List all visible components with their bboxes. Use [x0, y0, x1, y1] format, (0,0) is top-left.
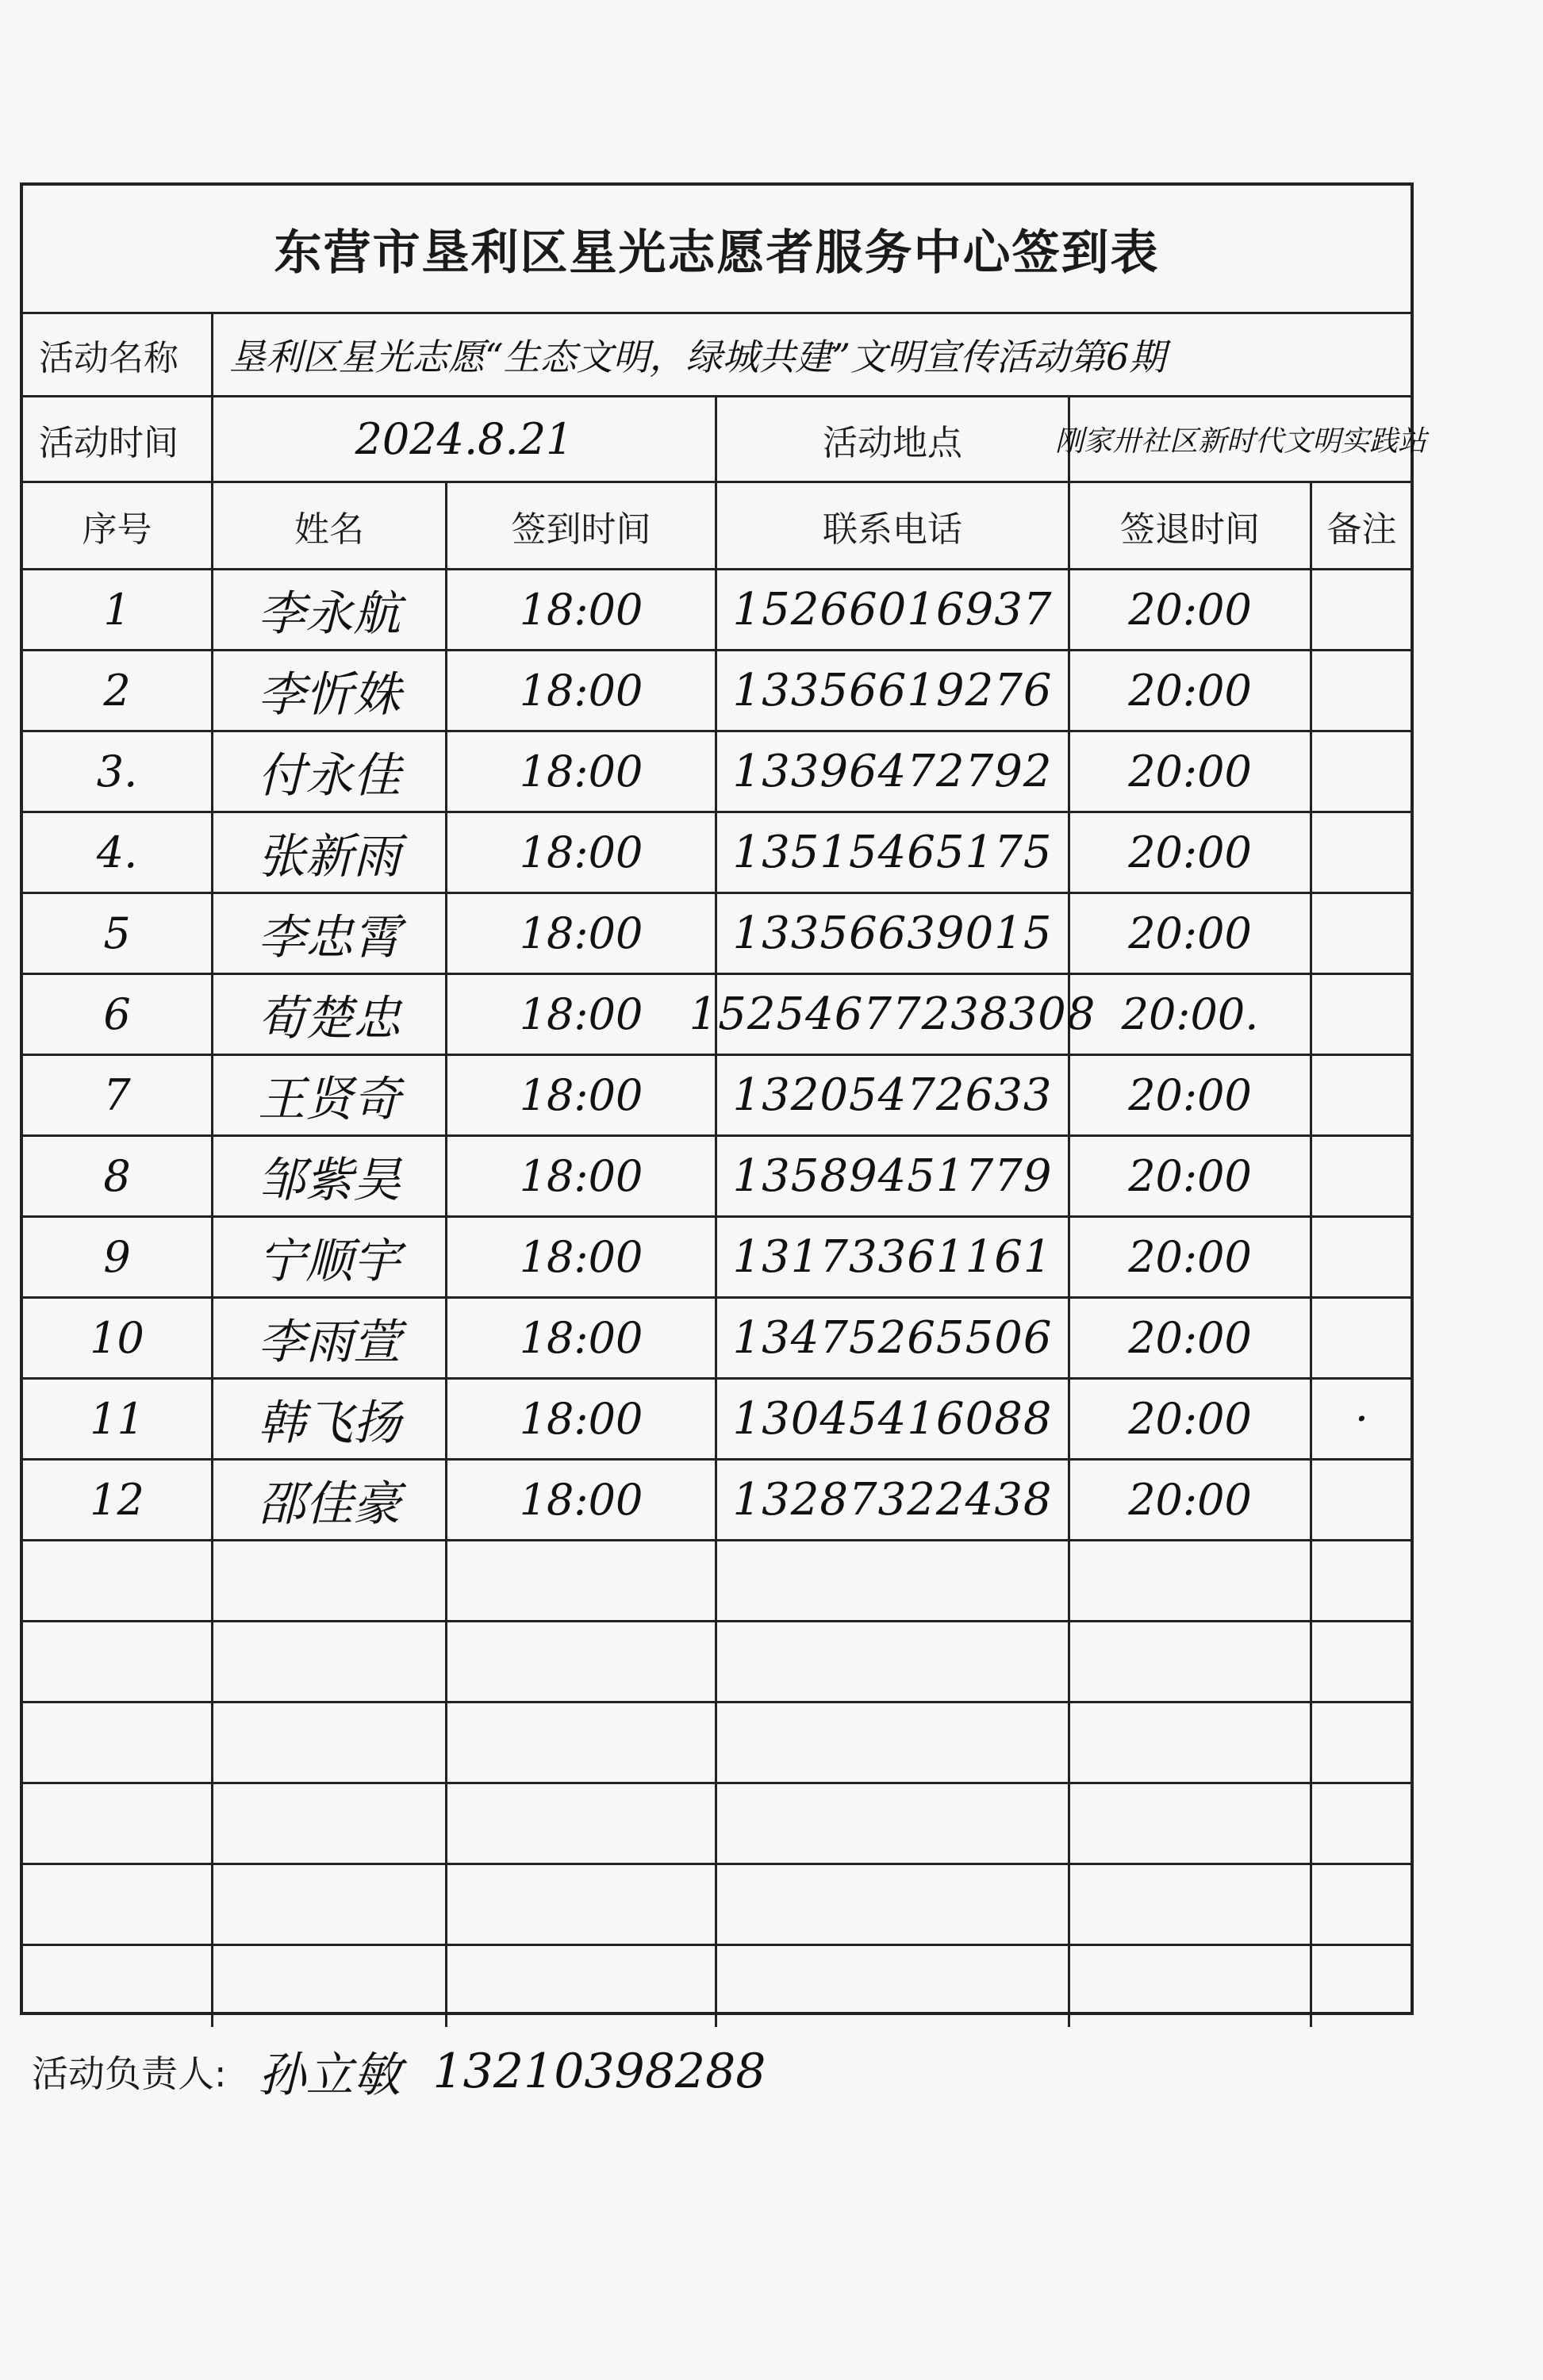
- table-row: [23, 570, 1411, 651]
- cell-name: 张新雨: [213, 813, 447, 892]
- cell-phone: 13287322438: [717, 1461, 1070, 1539]
- header-name: 姓名: [213, 483, 447, 568]
- table-header: [23, 483, 1411, 570]
- cell-phone: [717, 1784, 1070, 1863]
- activity-time-value: 2024.8.21: [213, 397, 717, 481]
- cell-in: 18:00: [447, 1299, 717, 1377]
- cell-no: 4.: [23, 813, 213, 892]
- cell-out: 20:00: [1070, 732, 1312, 811]
- cell-note: [1312, 1784, 1411, 1863]
- table-row: [23, 1218, 1411, 1299]
- cell-name: 荀楚忠: [213, 975, 447, 1054]
- cell-phone: [717, 1946, 1070, 2027]
- cell-no: 11: [23, 1380, 213, 1458]
- header-checkout: 签退时间: [1070, 483, 1312, 568]
- cell-no: 7: [23, 1056, 213, 1134]
- cell-no: 3.: [23, 732, 213, 811]
- cell-no: [23, 1865, 213, 1944]
- cell-no: [23, 1541, 213, 1620]
- cell-in: 18:00: [447, 651, 717, 730]
- activity-time-label: 活动时间: [23, 397, 213, 481]
- cell-out: 20:00.: [1070, 975, 1312, 1054]
- cell-name: 付永佳: [213, 732, 447, 811]
- activity-time-row: [23, 397, 1427, 483]
- cell-name: [213, 1946, 447, 2027]
- cell-in: 18:00: [447, 732, 717, 811]
- cell-name: 王贤奇: [213, 1056, 447, 1134]
- cell-in: 18:00: [447, 570, 717, 649]
- cell-note: [1312, 1299, 1411, 1377]
- cell-phone: [717, 1541, 1070, 1620]
- table-row: [23, 732, 1411, 813]
- cell-name: [213, 1703, 447, 1782]
- table-row: [23, 975, 1411, 1056]
- cell-out: 20:00: [1070, 894, 1312, 973]
- cell-no: [23, 1703, 213, 1782]
- cell-out: 20:00: [1070, 813, 1312, 892]
- cell-phone: [717, 1865, 1070, 1944]
- cell-note: [1312, 1622, 1411, 1701]
- cell-name: [213, 1541, 447, 1620]
- cell-out: 20:00: [1070, 1218, 1312, 1296]
- cell-note: [1312, 1461, 1411, 1539]
- cell-phone: 13515465175: [717, 813, 1070, 892]
- cell-in: [447, 1622, 717, 1701]
- cell-name: 宁顺宇: [213, 1218, 447, 1296]
- header-note: 备注: [1326, 509, 1397, 550]
- cell-out: 20:00: [1070, 1299, 1312, 1377]
- cell-out: [1070, 1703, 1312, 1782]
- cell-note: [1312, 732, 1411, 811]
- table-row: [23, 1056, 1411, 1137]
- cell-no: 12: [23, 1461, 213, 1539]
- table-row: [23, 1461, 1411, 1541]
- table-row: [23, 651, 1411, 732]
- cell-out: [1070, 1784, 1312, 1863]
- cell-phone: 13356619276: [717, 651, 1070, 730]
- cell-no: [23, 1622, 213, 1701]
- cell-no: 2: [23, 651, 213, 730]
- cell-in: 18:00: [447, 1380, 717, 1458]
- cell-in: 18:00: [447, 975, 717, 1054]
- cell-name: [213, 1865, 447, 1944]
- cell-no: 8: [23, 1137, 213, 1215]
- table-row: [23, 1137, 1411, 1218]
- sign-in-sheet: [20, 182, 1427, 2015]
- cell-in: 18:00: [447, 1137, 717, 1215]
- cell-out: 20:00: [1070, 570, 1312, 649]
- cell-note: [1312, 894, 1411, 973]
- cell-phone: 13475265506: [717, 1299, 1070, 1377]
- table-row-empty: [23, 1622, 1411, 1703]
- activity-name-value: 垦利区星光志愿“生态文明，绿城共建”文明宣传活动第6期: [229, 336, 1166, 378]
- cell-out: 20:00: [1070, 1137, 1312, 1215]
- cell-in: [447, 1703, 717, 1782]
- cell-phone: [717, 1703, 1070, 1782]
- cell-no: 10: [23, 1299, 213, 1377]
- cell-out: 20:00: [1070, 1461, 1312, 1539]
- footer: [32, 2037, 766, 2106]
- cell-name: 李忠霄: [213, 894, 447, 973]
- activity-place-value: 刚家卅社区新时代文明实践站: [1055, 425, 1427, 458]
- cell-in: 18:00: [447, 894, 717, 973]
- cell-phone: [717, 1622, 1070, 1701]
- table-row: [23, 1299, 1411, 1380]
- cell-out: 20:00: [1070, 651, 1312, 730]
- footer-label: 活动负责人:: [32, 2052, 227, 2095]
- footer-name: 孙立敏: [258, 2048, 401, 2103]
- cell-note: [1312, 570, 1411, 649]
- cell-phone: 15254677238308: [717, 975, 1070, 1054]
- activity-name-label: 活动名称: [23, 314, 213, 395]
- cell-no: 1: [23, 570, 213, 649]
- table-row: [23, 813, 1411, 894]
- cell-out: [1070, 1946, 1312, 2027]
- cell-name: 邵佳豪: [213, 1461, 447, 1539]
- cell-in: 18:00: [447, 1461, 717, 1539]
- cell-name: 李忻姝: [213, 651, 447, 730]
- cell-note: [1312, 1056, 1411, 1134]
- cell-out: 20:00: [1070, 1056, 1312, 1134]
- table-row-empty: [23, 1541, 1411, 1622]
- header-phone: 联系电话: [717, 483, 1070, 568]
- cell-phone: 13205472633: [717, 1056, 1070, 1134]
- cell-phone: 15266016937: [717, 570, 1070, 649]
- header-no: 序号: [23, 483, 213, 568]
- cell-phone: 13045416088: [717, 1380, 1070, 1458]
- cell-phone: 13396472792: [717, 732, 1070, 811]
- cell-name: [213, 1784, 447, 1863]
- cell-out: [1070, 1865, 1312, 1944]
- activity-name-row: [23, 314, 1411, 397]
- cell-name: 韩飞扬: [213, 1380, 447, 1458]
- cell-out: [1070, 1622, 1312, 1701]
- table-row: [23, 894, 1411, 975]
- cell-note: [1312, 651, 1411, 730]
- cell-note: [1312, 1218, 1411, 1296]
- cell-no: 5: [23, 894, 213, 973]
- cell-in: [447, 1865, 717, 1944]
- table-row-empty: [23, 1703, 1411, 1784]
- cell-out: [1070, 1541, 1312, 1620]
- cell-name: 李雨萱: [213, 1299, 447, 1377]
- cell-in: 18:00: [447, 813, 717, 892]
- cell-no: [23, 1946, 213, 2027]
- cell-in: [447, 1541, 717, 1620]
- cell-no: 6: [23, 975, 213, 1054]
- activity-place-label: 活动地点: [717, 397, 1070, 481]
- table-row-empty: [23, 1784, 1411, 1865]
- header-checkin: 签到时间: [447, 483, 717, 568]
- sheet-title: 东营市垦利区星光志愿者服务中心签到表: [23, 186, 1411, 314]
- cell-in: 18:00: [447, 1056, 717, 1134]
- cell-out: 20:00: [1070, 1380, 1312, 1458]
- cell-in: [447, 1784, 717, 1863]
- cell-no: [23, 1784, 213, 1863]
- cell-name: 邹紫昊: [213, 1137, 447, 1215]
- cell-phone: 13173361161: [717, 1218, 1070, 1296]
- cell-name: 李永航: [213, 570, 447, 649]
- cell-phone: 13589451779: [717, 1137, 1070, 1215]
- cell-no: 9: [23, 1218, 213, 1296]
- cell-note: [1312, 1137, 1411, 1215]
- cell-note: [1312, 1541, 1411, 1620]
- cell-note: [1312, 1703, 1411, 1782]
- cell-note: [1312, 813, 1411, 892]
- table-row-empty: [23, 1946, 1411, 2027]
- cell-note: [1312, 975, 1411, 1054]
- cell-note: [1312, 1865, 1411, 1944]
- table-row: [23, 1380, 1411, 1461]
- cell-phone: 13356639015: [717, 894, 1070, 973]
- table-row-empty: [23, 1865, 1411, 1946]
- cell-in: 18:00: [447, 1218, 717, 1296]
- cell-name: [213, 1622, 447, 1701]
- cell-in: [447, 1946, 717, 2027]
- footer-phone: 13210398288: [432, 2044, 766, 2099]
- cell-note: ·: [1354, 1394, 1369, 1444]
- cell-note: [1312, 1946, 1411, 2027]
